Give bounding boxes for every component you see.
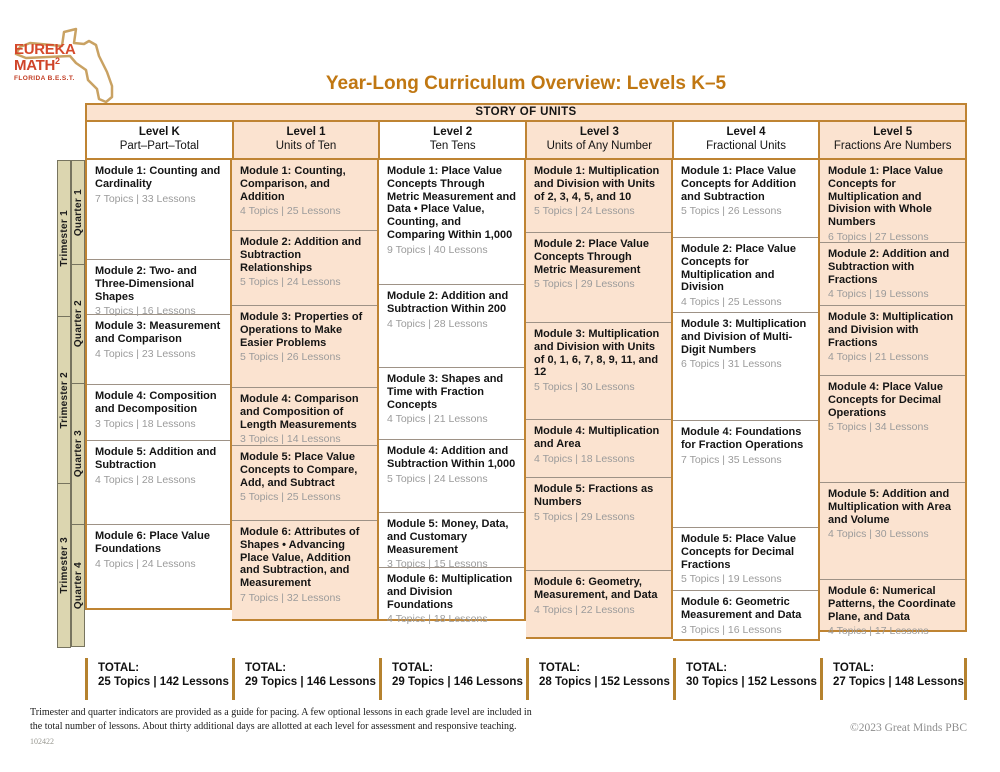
logo-line-eureka: EUREKA (14, 41, 76, 58)
module-cell-level-k-m5 (87, 440, 230, 524)
story-of-units-banner: STORY OF UNITS (87, 105, 965, 122)
logo-wordmark (14, 42, 76, 83)
level-name: Level 4 (726, 126, 766, 138)
copyright: ©2023 Great Minds PBC (849, 722, 967, 734)
module-cell-level-4-m5 (673, 527, 818, 590)
module-title: Module 6: Numerical Patterns, the Coordinate Plane, and Data (828, 585, 956, 623)
module-title: Module 6: Multiplication and Division Foundations (387, 573, 513, 611)
logo-line-florida-best: FLORIDA B.E.S.T. (14, 75, 75, 82)
level-columns (85, 160, 967, 641)
module-title: Module 4: Place Value Concepts for Decimal Operations (828, 381, 943, 419)
module-title: Module 1: Counting and Cardinality (95, 165, 221, 190)
total-stats: 29 Topics | 146 Lessons (245, 676, 376, 688)
level-column-level-5 (820, 160, 967, 638)
module-cell-level-3-m2 (526, 232, 671, 322)
module-cell-level-5-m1 (820, 160, 965, 242)
module-title: Module 3: Multiplication and Division with Units of 0, 1, 6, 7, 8, 9, 11, and 12 (534, 328, 660, 379)
module-title: Module 4: Comparison and Composition of Length Measurements (240, 393, 359, 431)
module-title: Module 3: Multiplication and Division with Fractions (828, 311, 954, 349)
level-column-level-1 (232, 160, 379, 621)
module-cell-level-3-m3 (526, 322, 671, 419)
module-stats: 4 Topics | 18 Lessons (534, 452, 635, 465)
module-title: Module 5: Fractions as Numbers (534, 483, 654, 508)
module-cell-level-2-m2 (379, 284, 524, 367)
footnote (30, 706, 532, 733)
module-stats: 3 Topics | 14 Lessons (240, 433, 341, 446)
trimester-bar (57, 160, 71, 648)
module-stats: 6 Topics | 27 Lessons (828, 230, 929, 243)
module-title: Module 5: Money, Data, and Customary Measurement (387, 518, 509, 556)
module-cell-level-4-m3 (673, 312, 818, 420)
module-cell-level-4-m4 (673, 420, 818, 527)
module-stats: 5 Topics | 26 Lessons (240, 351, 341, 364)
module-cell-level-1-m1 (232, 160, 377, 230)
total-cell-level-3 (526, 658, 673, 700)
quarter-label: Quarter 1 (72, 188, 84, 237)
module-cell-level-3-m6 (526, 570, 671, 637)
module-cell-level-k-m1 (87, 160, 230, 259)
column-header-level-5 (818, 122, 965, 158)
module-stats: 5 Topics | 30 Lessons (534, 381, 635, 393)
level-column-level-2 (379, 160, 526, 626)
level-column-level-3 (526, 160, 673, 639)
module-cell-level-2-m4 (379, 439, 524, 512)
module-cell-level-4-m2 (673, 237, 818, 312)
quarter-bar (71, 160, 85, 647)
module-cell-level-4-m6 (673, 590, 818, 639)
logo-math-text: MATH (14, 57, 56, 74)
module-cell-level-3-m5 (526, 477, 671, 570)
trimester-segment-2 (57, 316, 71, 484)
trimester-label: Trimester 1 (58, 210, 70, 267)
module-stats: 7 Topics | 35 Lessons (681, 453, 782, 466)
curriculum-table-header (85, 103, 967, 160)
module-title: Module 6: Geometric Measurement and Data (681, 596, 802, 621)
module-stats: 5 Topics | 24 Lessons (240, 276, 341, 289)
quarter-segment-2 (71, 264, 85, 384)
trimester-segment-3 (57, 483, 71, 648)
module-cell-level-2-m6 (379, 567, 524, 626)
total-label: TOTAL: (539, 662, 581, 674)
column-header-level-4 (672, 122, 819, 158)
module-title: Module 2: Addition and Subtraction with Fractions (828, 248, 950, 286)
totals-row (85, 658, 967, 700)
module-stats: 5 Topics | 24 Lessons (387, 472, 488, 485)
footnote-line-2: the total number of lessons. About thirty additional days are allotted at each level for assessment and responsive teaching. (30, 720, 517, 732)
module-cell-level-3-m4 (526, 419, 671, 477)
module-title: Module 5: Addition and Multiplication with Area and Volume (828, 488, 952, 526)
trimester-segment-1 (57, 160, 71, 317)
module-cell-level-2-m3 (379, 367, 524, 439)
level-column-level-k (85, 160, 232, 610)
module-cell-level-1-m5 (232, 445, 377, 520)
module-cell-level-3-m1 (526, 160, 671, 232)
module-title: Module 2: Addition and Subtraction Within 200 (387, 290, 509, 315)
module-cell-level-1-m4 (232, 387, 377, 445)
module-title: Module 6: Attributes of Shapes • Advancing Place Value, Addition and Subtraction, and Measurement (240, 526, 360, 589)
level-subtitle: Fractions Are Numbers (833, 140, 952, 152)
total-label: TOTAL: (245, 662, 287, 674)
total-stats: 28 Topics | 152 Lessons (539, 676, 670, 688)
quarter-label: Quarter 4 (72, 561, 84, 610)
quarter-segment-1 (71, 160, 85, 265)
module-cell-level-2-m1 (379, 160, 524, 284)
module-stats: 4 Topics | 25 Lessons (681, 296, 782, 308)
module-stats: 6 Topics | 31 Lessons (681, 358, 782, 371)
module-cell-level-k-m4 (87, 384, 230, 440)
module-stats: 5 Topics | 26 Lessons (681, 205, 782, 218)
footnote-line-1: Trimester and quarter indicators are provided as a guide for pacing. A few optional lessons in each grade level are included in (30, 707, 532, 718)
total-stats: 25 Topics | 142 Lessons (98, 676, 229, 688)
logo-line-math (14, 57, 76, 73)
level-name: Level 5 (873, 126, 913, 138)
module-stats: 4 Topics | 30 Lessons (828, 528, 929, 541)
module-title: Module 1: Counting, Comparison, and Addition (240, 165, 346, 203)
module-cell-level-5-m5 (820, 482, 965, 579)
module-cell-level-5-m6 (820, 579, 965, 638)
level-name: Level 2 (433, 126, 473, 138)
module-cell-level-k-m2 (87, 259, 230, 318)
quarter-segment-4 (71, 524, 85, 647)
level-subtitle: Ten Tens (429, 140, 476, 152)
level-name: Level 3 (579, 126, 619, 138)
module-title: Module 1: Multiplication and Division with Units of 2, 3, 4, 5, and 10 (534, 165, 660, 203)
module-stats: 5 Topics | 29 Lessons (534, 510, 635, 523)
module-title: Module 6: Place Value Foundations (95, 530, 210, 555)
quarter-label: Quarter 2 (72, 300, 84, 348)
module-title: Module 4: Addition and Subtraction Within 1,000 (387, 445, 516, 470)
module-title: Module 4: Foundations for Fraction Operations (681, 426, 804, 451)
module-stats: 4 Topics | 28 Lessons (387, 317, 488, 330)
module-stats: 4 Topics | 22 Lessons (534, 603, 635, 616)
module-stats: 4 Topics | 21 Lessons (828, 351, 929, 364)
module-cell-level-1-m3 (232, 305, 377, 387)
module-cell-level-1-m2 (232, 230, 377, 305)
total-cell-level-5 (820, 658, 967, 700)
module-stats: 9 Topics | 40 Lessons (387, 243, 488, 256)
total-label: TOTAL: (833, 662, 875, 674)
module-title: Module 3: Properties of Operations to Make Easier Problems (240, 311, 363, 349)
module-cell-level-2-m5 (379, 512, 524, 571)
level-name: Level 1 (286, 126, 326, 138)
module-cell-level-1-m6 (232, 520, 377, 619)
module-stats: 5 Topics | 34 Lessons (828, 421, 929, 434)
module-stats: 5 Topics | 24 Lessons (534, 205, 635, 218)
module-stats: 5 Topics | 29 Lessons (534, 278, 635, 291)
total-stats: 30 Topics | 152 Lessons (686, 676, 817, 688)
module-title: Module 3: Shapes and Time with Fraction Concepts (387, 373, 504, 411)
level-header-row (87, 122, 965, 158)
total-cell-level-1 (232, 658, 379, 700)
total-label: TOTAL: (392, 662, 434, 674)
module-stats: 4 Topics | 21 Lessons (387, 413, 488, 426)
module-stats: 4 Topics | 18 Lessons (387, 613, 488, 626)
total-label: TOTAL: (686, 662, 728, 674)
eureka-math-logo (10, 20, 128, 112)
quarter-label: Quarter 3 (72, 430, 84, 478)
total-stats: 27 Topics | 148 Lessons (833, 676, 964, 688)
module-title: Module 5: Place Value Concepts for Decimal Fractions (681, 533, 796, 571)
module-stats: 3 Topics | 18 Lessons (95, 417, 196, 430)
module-cell-level-5-m2 (820, 242, 965, 305)
module-stats: 4 Topics | 19 Lessons (828, 288, 929, 301)
module-stats: 4 Topics | 25 Lessons (240, 205, 341, 218)
module-cell-level-5-m3 (820, 305, 965, 375)
module-title: Module 4: Composition and Decomposition (95, 390, 217, 415)
module-stats: 4 Topics | 24 Lessons (95, 557, 196, 570)
module-stats: 3 Topics | 16 Lessons (681, 623, 782, 636)
logo-math-superscript: 2 (55, 56, 60, 66)
module-stats: 5 Topics | 19 Lessons (681, 573, 782, 586)
module-stats: 3 Topics | 16 Lessons (95, 305, 196, 318)
total-cell-level-k (85, 658, 232, 700)
module-cell-level-k-m6 (87, 524, 230, 608)
module-cell-level-4-m1 (673, 160, 818, 237)
module-cell-level-5-m4 (820, 375, 965, 482)
quarter-segment-3 (71, 383, 85, 525)
total-cell-level-2 (379, 658, 526, 700)
column-header-level-1 (232, 122, 379, 158)
module-title: Module 2: Place Value Concepts Through Metric Measurement (534, 238, 649, 276)
module-title: Module 1: Place Value Concepts for Multiplication and Division with Whole Numbers (828, 165, 943, 228)
module-title: Module 1: Place Value Concepts Through Metric Measurement and Data • Place Value, Counting, and Comparing Within 1,000 (387, 165, 516, 241)
level-subtitle: Part–Part–Total (119, 140, 199, 152)
module-title: Module 6: Geometry, Measurement, and Data (534, 576, 658, 601)
level-column-level-4 (673, 160, 820, 641)
module-title: Module 4: Multiplication and Area (534, 425, 660, 450)
module-stats: 4 Topics | 23 Lessons (95, 347, 196, 360)
module-stats: 3 Topics | 15 Lessons (387, 558, 488, 571)
level-subtitle: Units of Ten (275, 140, 337, 152)
module-stats: 4 Topics | 28 Lessons (95, 473, 196, 486)
total-label: TOTAL: (98, 662, 140, 674)
trimester-label: Trimester 3 (58, 537, 70, 594)
document-code: 102422 (30, 737, 54, 746)
column-header-level-3 (525, 122, 672, 158)
page-title: Year-Long Curriculum Overview: Levels K–5 (325, 73, 727, 94)
module-title: Module 5: Place Value Concepts to Compare, Add, and Subtract (240, 451, 358, 489)
module-cell-level-k-m3 (87, 314, 230, 384)
module-title: Module 5: Addition and Subtraction (95, 446, 217, 471)
column-header-level-k (87, 122, 232, 158)
module-stats: 7 Topics | 33 Lessons (95, 192, 196, 205)
module-stats: 5 Topics | 25 Lessons (240, 491, 341, 504)
module-title: Module 2: Addition and Subtraction Relationships (240, 236, 362, 274)
level-subtitle: Fractional Units (706, 140, 786, 152)
module-title: Module 2: Two- and Three-Dimensional Shapes (95, 265, 197, 303)
total-stats: 29 Topics | 146 Lessons (392, 676, 523, 688)
module-title: Module 3: Measurement and Comparison (95, 320, 221, 345)
trimester-label: Trimester 2 (58, 371, 70, 429)
module-title: Module 3: Multiplication and Division of Multi-Digit Numbers (681, 318, 807, 356)
module-stats: 7 Topics | 32 Lessons (240, 591, 341, 604)
level-subtitle: Units of Any Number (546, 140, 653, 152)
module-title: Module 2: Place Value Concepts for Multiplication and Division (681, 243, 796, 294)
column-header-level-2 (378, 122, 525, 158)
total-cell-level-4 (673, 658, 820, 700)
module-title: Module 1: Place Value Concepts for Addition and Subtraction (681, 165, 797, 203)
module-stats: 4 Topics | 17 Lessons (828, 625, 929, 638)
level-name: Level K (138, 126, 180, 138)
